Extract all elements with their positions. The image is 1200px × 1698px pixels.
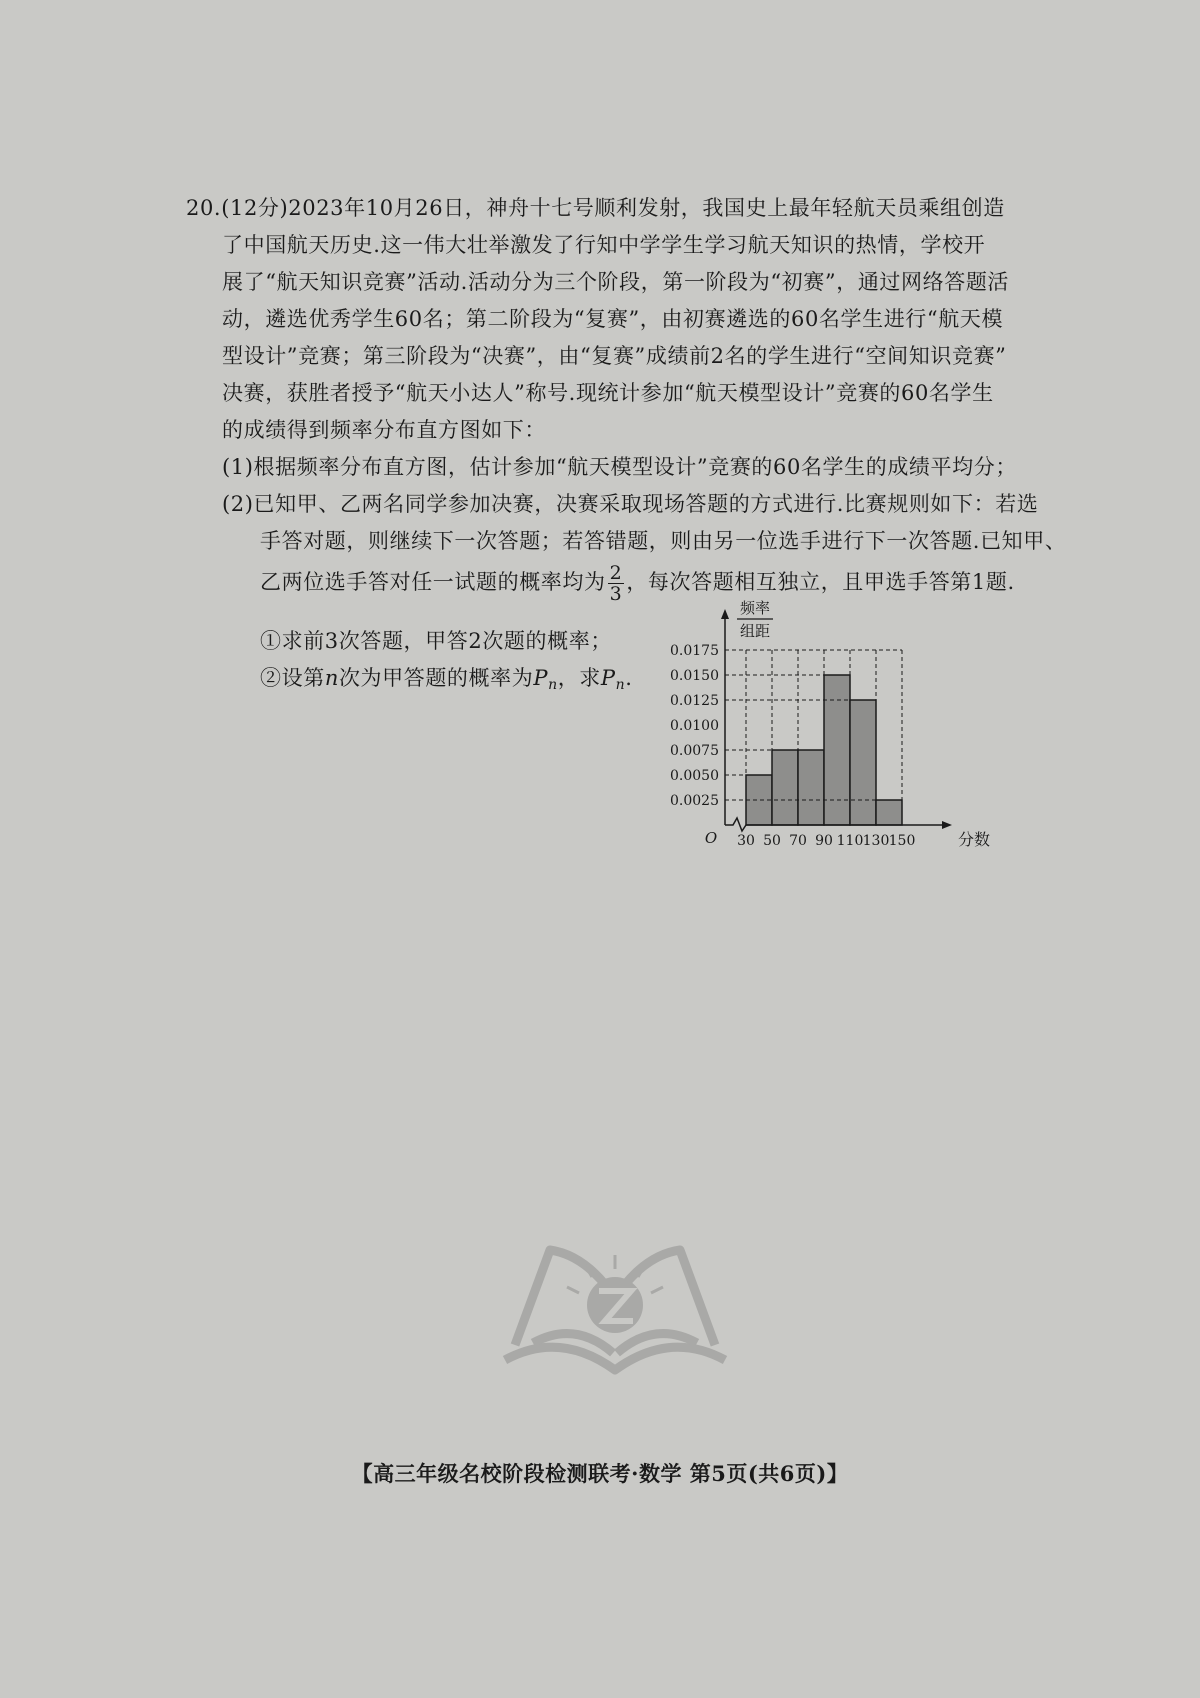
histogram-bar <box>876 800 902 825</box>
subquestion-1: ①求前3次答题，甲答2次题的概率； <box>260 629 612 653</box>
x-tick-label: 110 <box>836 833 864 849</box>
part2-text: (2)已知甲、乙两名同学参加决赛，决赛采取现场答题的方式进行.比赛规则如下：若选 <box>222 492 1039 516</box>
y-tick-label: 0.0025 <box>670 793 719 809</box>
text-span: . <box>625 666 633 690</box>
y-tick-label: 0.0175 <box>670 643 719 659</box>
part2-probability-line <box>260 560 1080 604</box>
problem-line: 决赛，获胜者授予“航天小达人”称号.现统计参加“航天模型设计”竞赛的60名学生 <box>222 381 994 405</box>
part2-text: 乙两位选手答对任一试题的概率均为 <box>260 570 606 594</box>
y-axis-arrow <box>721 609 729 619</box>
y-axis-label-top: 频率 <box>739 599 771 617</box>
part2-text: ，每次答题相互独立，且甲选手答第1题. <box>626 570 1015 594</box>
x-tick-label: 30 <box>737 833 755 849</box>
problem-line: 展了“航天知识竞赛”活动.活动分为三个阶段，第一阶段为“初赛”，通过网络答题活 <box>222 270 1010 294</box>
variable-n: n <box>324 666 339 690</box>
frequency-histogram <box>670 599 1060 885</box>
subscript-n: n <box>615 677 626 693</box>
page-footer: 【高三年级名校阶段检测联考·数学 第5页(共6页)】 <box>351 1461 849 1486</box>
x-axis-arrow <box>942 821 952 829</box>
problem-line: 的成绩得到频率分布直方图如下： <box>222 418 546 442</box>
y-axis-label-bottom: 组距 <box>739 622 771 640</box>
y-tick-label: 0.0075 <box>670 743 719 759</box>
x-tick-label: 130 <box>862 833 890 849</box>
variable-p: P <box>600 666 616 690</box>
fraction-two-thirds <box>608 563 625 604</box>
text-span: ，求 <box>557 666 601 690</box>
problem-line: 20.(12分)2023年10月26日，神舟十七号顺利发射，我国史上最年轻航天员乘组创造 <box>186 196 1005 220</box>
fraction-numerator: 2 <box>609 562 623 584</box>
text-span: ②设第 <box>260 666 325 690</box>
histogram-bar <box>772 750 798 825</box>
subscript-n: n <box>548 677 558 693</box>
problem-line: 了中国航天历史.这一伟大壮举激发了行知中学学生学习航天知识的热情，学校开 <box>222 233 986 257</box>
x-axis-label: 分数 <box>957 830 991 849</box>
histogram-bar <box>798 750 824 825</box>
text-span: 次为甲答题的概率为 <box>338 666 534 690</box>
part1-text: (1)根据频率分布直方图，估计参加“航天模型设计”竞赛的60名学生的成绩平均分； <box>222 455 1017 479</box>
x-tick-label: 70 <box>789 833 807 849</box>
y-tick-label: 0.0050 <box>670 768 719 784</box>
problem-line: 动，遴选优秀学生60名；第二阶段为“复赛”，由初赛遴选的60名学生进行“航天模 <box>222 307 1004 331</box>
y-tick-label: 0.0150 <box>670 668 719 684</box>
y-tick-label: 0.0125 <box>670 693 719 709</box>
x-tick-label: 50 <box>763 833 781 849</box>
y-tick-label: 0.0100 <box>670 718 719 734</box>
x-tick-label: 150 <box>888 833 916 849</box>
histogram-bar <box>824 675 850 825</box>
part2-text: 手答对题，则继续下一次答题；若答错题，则由另一位选手进行下一次答题.已知甲、 <box>260 529 1067 553</box>
problem-line: 型设计”竞赛；第三阶段为“决赛”，由“复赛”成绩前2名的学生进行“空间知识竞赛” <box>222 344 1007 368</box>
x-tick-label: 90 <box>815 833 833 849</box>
fraction-denominator: 3 <box>609 583 623 605</box>
origin-label: O <box>704 829 718 847</box>
variable-p: P <box>533 666 549 690</box>
book-logo-watermark <box>495 1225 735 1375</box>
histogram-bar <box>850 700 876 825</box>
